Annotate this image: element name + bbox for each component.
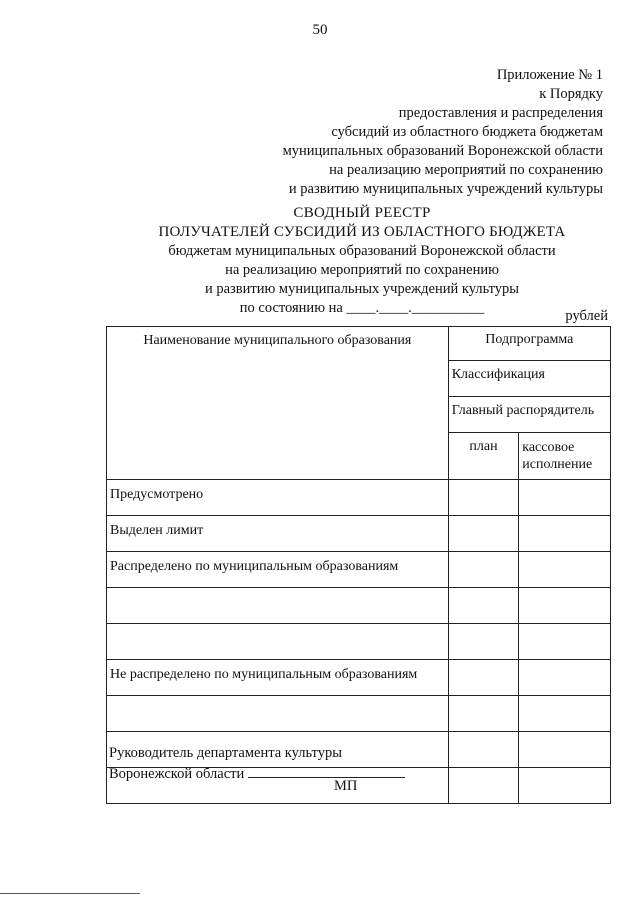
cash-cell [519, 588, 611, 624]
cash-cell [519, 552, 611, 588]
appendix-line: субсидий из областного бюджета бюджетам [331, 124, 603, 140]
signature-block [109, 744, 405, 784]
cash-cell [519, 696, 611, 732]
cash-cell [519, 624, 611, 660]
title-line-2: ПОЛУЧАТЕЛЕЙ СУБСИДИЙ ИЗ ОБЛАСТНОГО БЮДЖЕТА [158, 224, 566, 240]
appendix-line: и развитию муниципальных учреждений культуры [288, 181, 603, 197]
signature-line-row [109, 763, 405, 784]
signature-title: Руководитель департамента культуры [109, 745, 342, 761]
plan-cell [448, 480, 519, 516]
cash-cell [519, 732, 611, 768]
cash-cell [519, 480, 611, 516]
table-row [107, 552, 611, 588]
appendix-line: муниципальных образований Воронежской области [282, 143, 603, 159]
plan-cell [448, 624, 519, 660]
header-classification: Классификация [448, 361, 610, 397]
registry-table [106, 326, 611, 804]
plan-cell [448, 660, 519, 696]
plan-cell [448, 768, 519, 804]
title-line-1: СВОДНЫЙ РЕЕСТР [293, 205, 431, 221]
table-row [107, 480, 611, 516]
header-municipality-name: Наименование муниципального образования [107, 327, 449, 480]
title-line-5: и развитию муниципальных учреждений культуры [204, 281, 520, 297]
header-chief-manager: Главный распорядитель [448, 397, 610, 433]
cash-cell [519, 768, 611, 804]
row-label [107, 696, 449, 732]
title-date-line: по состоянию на ____.____.__________ [239, 300, 485, 316]
header-cash-execution: кассовое исполнение [519, 433, 611, 480]
row-label: Выделен лимит [107, 516, 449, 552]
plan-cell [448, 552, 519, 588]
plan-cell [448, 696, 519, 732]
table-row [107, 624, 611, 660]
stamp-placeholder: МП [334, 778, 358, 794]
plan-cell [448, 732, 519, 768]
header-plan: план [448, 433, 519, 480]
currency-label: рублей [565, 308, 608, 324]
appendix-line: к Порядку [539, 86, 603, 102]
row-label [107, 588, 449, 624]
table-row [107, 696, 611, 732]
footnote-divider [0, 893, 140, 894]
row-label: Предусмотрено [107, 480, 449, 516]
row-label [107, 624, 449, 660]
appendix-line: предоставления и распределения [398, 105, 603, 121]
page-number: 50 [312, 22, 328, 38]
cash-cell [519, 516, 611, 552]
table-row [107, 588, 611, 624]
plan-cell [448, 588, 519, 624]
document-title [0, 204, 640, 318]
signature-line [248, 763, 405, 778]
table-row [107, 660, 611, 696]
plan-cell [448, 516, 519, 552]
signature-org: Воронежской области [109, 766, 245, 782]
row-label: Не распределено по муниципальным образованиям [107, 660, 449, 696]
header-subprogram: Подпрограмма [448, 327, 610, 361]
table-row [107, 516, 611, 552]
title-line-4: на реализацию мероприятий по сохранению [225, 262, 499, 278]
appendix-header [283, 66, 603, 199]
title-line-3: бюджетам муниципальных образований Воронежской области [168, 243, 556, 259]
row-label: Распределено по муниципальным образованиям [107, 552, 449, 588]
cash-cell [519, 660, 611, 696]
appendix-line: Приложение № 1 [496, 67, 603, 83]
appendix-line: на реализацию мероприятий по сохранению [329, 162, 603, 178]
